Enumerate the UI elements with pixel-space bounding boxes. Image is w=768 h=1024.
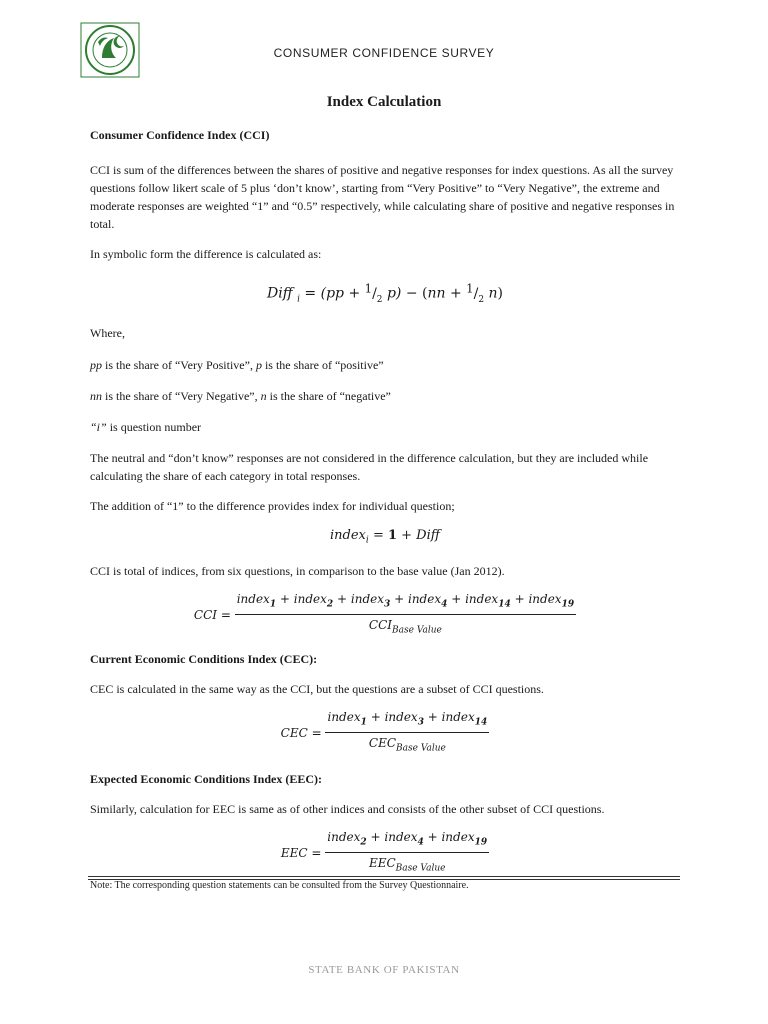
- diff-equation: Diff $_i = (pp + ^1/_2$ $p) - (nn + ^1/_2$ n): [267, 281, 503, 305]
- cci-paragraph-4: The addition of “1” to the difference provides index for individual question;: [90, 499, 455, 514]
- eec-paragraph: Similarly, calculation for EEC is same as of other indices and consists of the other subset of CCI questions.: [90, 801, 605, 816]
- var-nn: nn: [90, 389, 102, 404]
- def-nn-text1: is the share of “Very Negative”,: [102, 389, 261, 404]
- definition-i: [90, 418, 680, 436]
- document-body: [90, 126, 680, 877]
- cci-paragraph-2: In symbolic form the difference is calculated as:: [90, 247, 322, 261]
- def-i-text: is question number: [106, 420, 202, 435]
- cec-paragraph: CEC is calculated in the same way as the CCI, but the questions are a subset of CCI questions.: [90, 681, 544, 696]
- footnote-divider-top: [88, 876, 680, 877]
- cec-heading: Current Economic Conditions Index (CEC):: [90, 651, 318, 666]
- where-label: Where,: [90, 326, 125, 341]
- def-nn-text2: is the share of “negative”: [266, 389, 391, 404]
- def-pp-text1: is the share of “Very Positive”,: [102, 358, 256, 373]
- cci-heading: Consumer Confidence Index (CCI): [90, 128, 270, 142]
- var-pp: pp: [90, 358, 102, 373]
- var-p: p: [255, 358, 262, 373]
- cci-equation: CCI = $\frac{index_1 + index_2 + index_3 + index_4 + index_{14} + index_{19}}{CCI_{Base Value}}$: [193, 592, 575, 636]
- def-pp-text2: is the share of “positive”: [261, 358, 384, 373]
- eec-equation: EEC = $\frac{index_2 + index_4 + index_{19}}{EEC_{Base Value}}$: [280, 829, 488, 874]
- header-title: CONSUMER CONFIDENCE SURVEY: [273, 46, 495, 60]
- eec-heading: Expected Economic Conditions Index (EEC):: [90, 771, 323, 786]
- footnote: Note: The corresponding question statements can be consulted from the Survey Questionnaire.: [90, 880, 469, 891]
- footer: STATE BANK OF PAKISTAN: [308, 964, 460, 976]
- var-n: n: [260, 389, 267, 404]
- definition-pp: [90, 356, 680, 374]
- var-i: “i”: [90, 420, 107, 435]
- index-equation: index$_i$ = 1 + Diff: [330, 528, 440, 547]
- page-title: Index Calculation: [326, 94, 442, 110]
- cci-paragraph-5: CCI is total of indices, from six questions, in comparison to the base value (Jan 2012).: [90, 564, 505, 579]
- cec-equation: CEC = $\frac{index_1 + index_3 + index_{14}}{CEC_{Base Value}}$: [280, 709, 488, 754]
- cci-paragraph-1: CCI is sum of the differences between the shares of positive and negative responses for index questions. As all the survey questions follow likert scale of 5 plus ‘don’t know’, starting from “Very Positive” to “Very Negative”, the extreme and moderate responses are weighted “1” and “0.5” respectively, while calculating share of positive and negative responses in total.: [90, 163, 675, 231]
- definition-nn: [90, 387, 680, 405]
- cci-paragraph-3: The neutral and “don’t know” responses are not considered in the difference calculation, but they are included while calculating the share of each category in total responses.: [90, 451, 649, 484]
